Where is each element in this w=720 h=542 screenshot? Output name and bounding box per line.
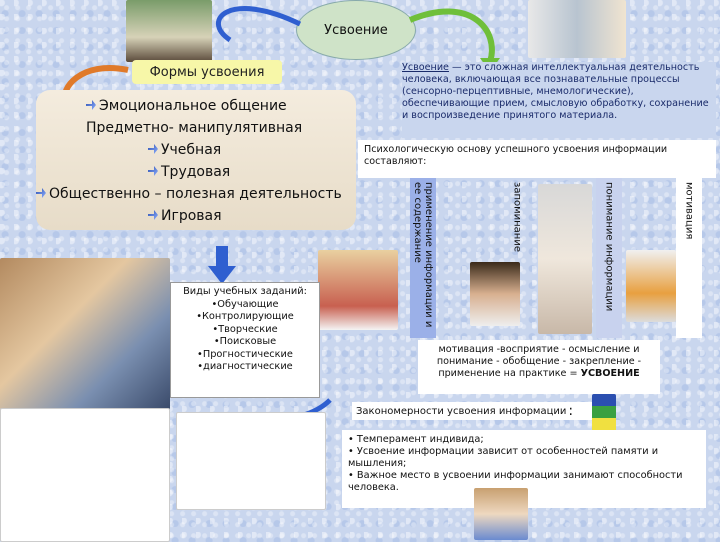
page-title: Усвоение <box>324 22 388 38</box>
list-item: Трудовая <box>148 164 230 180</box>
girl-reading-photo <box>318 250 398 330</box>
bullet-arrow-icon <box>36 188 46 198</box>
bullet-arrow-icon <box>86 100 96 110</box>
definition-term: Усвоение <box>402 62 449 73</box>
list-item: Предметно- манипулятивная <box>86 120 303 136</box>
chain-result: УСВОЕНИЕ <box>580 368 640 379</box>
chain-text: мотивация -восприятие - осмысление и понимание - обобщение - закрепление - применение на практике = <box>436 344 642 379</box>
forms-title: Формы усвоения <box>149 64 265 80</box>
list-item: • Важное место в усвоении информации занимают способности человека. <box>348 470 683 493</box>
component-application: применение информации и ее содержание <box>410 178 436 338</box>
psych-basis-box <box>358 140 716 178</box>
task-types-title: Виды учебных заданий: <box>183 286 307 297</box>
thinking-woman-photo <box>470 262 520 326</box>
assimilation-chain <box>418 340 660 394</box>
list-item: Игровая <box>148 208 222 224</box>
forms-list <box>36 90 356 230</box>
bullet-arrow-icon <box>148 210 158 220</box>
list-item: •Творческие <box>212 323 278 335</box>
learning-chart-image <box>176 412 326 510</box>
list-item: •Прогностические <box>197 348 293 360</box>
book-icon <box>592 394 616 434</box>
list-item: Эмоциональное общение <box>86 98 287 114</box>
task-types-box <box>170 282 320 398</box>
component-understanding: понимание информации <box>596 178 622 338</box>
law-title-box: Закономерности усвоения информации : <box>352 402 592 420</box>
finish-line-figure <box>626 250 676 322</box>
psych-basis-text: Психологическую основу успешного усвоения информации составляют: <box>364 144 668 167</box>
girl-with-books-photo <box>474 488 528 540</box>
list-item: Общественно – полезная деятельность <box>36 186 342 202</box>
curved-arrow-forms <box>218 9 300 40</box>
list-item: Учебная <box>148 142 221 158</box>
forms-title-box <box>132 60 282 84</box>
children-writing-photo <box>0 258 170 410</box>
bullet-arrow-icon <box>148 166 158 176</box>
curved-arrow-right <box>410 11 492 62</box>
component-memorization: запоминание <box>511 182 523 252</box>
list-item: • Темперамент индивида; <box>348 434 484 445</box>
list-item: • Усвоение информации зависит от особенностей памяти и мышления; <box>348 446 659 469</box>
law-title: Закономерности усвоения информации <box>356 405 567 417</box>
puzzle-hands-photo <box>538 184 592 334</box>
list-item: •Обучающие <box>211 298 279 310</box>
list-item: •Контролирующие <box>196 311 294 322</box>
definition-box <box>402 62 716 138</box>
definition-text: — это сложная интеллектуальная деятельность человека, включающая все познавательные процессы (сенсорно-перцептивные, мнемологические), обеспечивающие прием, смысловую обработку, сохранение и воспроизведение принятого материала. <box>402 62 709 121</box>
hierarchy-scheme-image <box>0 408 170 542</box>
list-item: •Поисковые <box>213 336 277 347</box>
component-motivation: мотивация <box>676 178 702 338</box>
list-item: •диагностические <box>197 361 293 372</box>
bullet-arrow-icon <box>148 144 158 154</box>
